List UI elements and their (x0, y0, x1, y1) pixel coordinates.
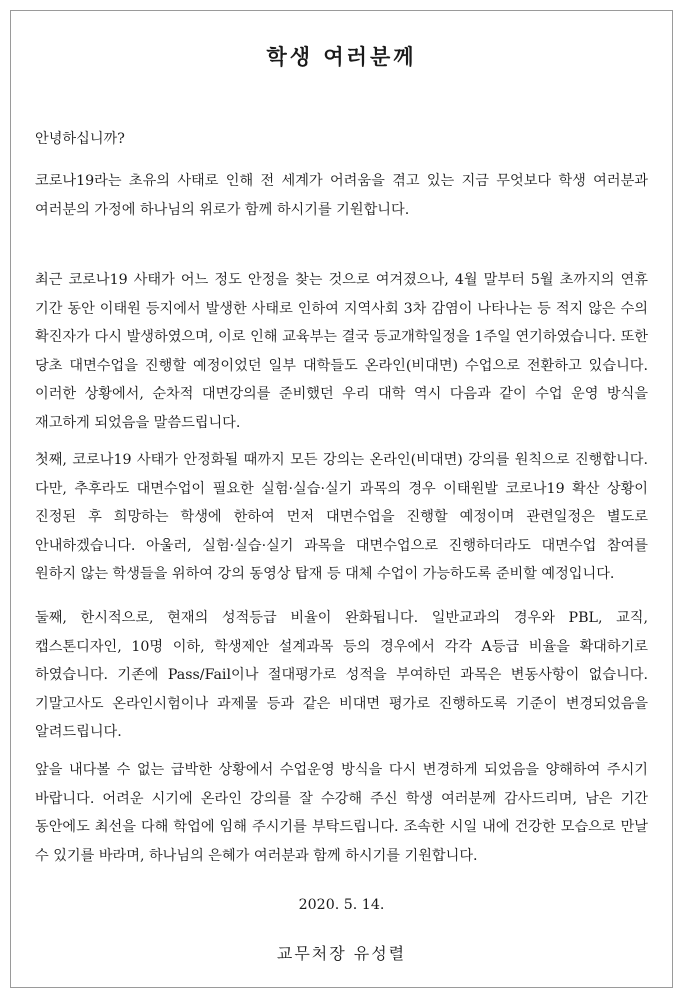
letter-title: 학생 여러분께 (266, 44, 417, 69)
letter-signer: 교무처장 유성렬 (276, 944, 407, 963)
paragraph-closing: 앞을 내다볼 수 없는 급박한 상황에서 수업운영 방식을 다시 변경하게 되었음을 양해하여 주시기 바랍니다. 어려운 시기에 온라인 강의를 잘 수강해 주신 학생 여러분께 감사드리며, 남은 기간 동안에도 최선을 다해 학업에 임해 주시기를 부탁드립니다. 조속한 시일 내에 건강한 모습으로 만날 수 있기를 바라며, 하나님의 은혜가 여러분과 함께 하시기를 기원합니다. (35, 762, 648, 864)
letter-date: 2020. 5. 14. (298, 897, 385, 913)
paragraph-intro: 코로나19라는 초유의 사태로 인해 전 세계가 어려움을 겪고 있는 지금 무엇보다 학생 여러분과 여러분의 가정에 하나님의 위로가 함께 하시기를 기원합니다. (35, 173, 648, 218)
paragraph-situation: 최근 코로나19 사태가 어느 정도 안정을 찾는 것으로 여겨졌으나, 4월 말부터 5월 초까지의 연휴 기간 동안 이태원 등지에서 발생한 사태로 인하여 지역사회 3차 감염이 나타나는 등 적지 않은 수의 확진자가 다시 발생하였으며, 이로 인해 교육부는 결국 등교개학일정을 1주일 연기하였습니다. 또한 당초 대면수업을 진행할 예정이었던 일부 대학들도 온라인(비대면) 수업으로 전환하고 있습니다. 이러한 상황에서, 순차적 대면강의를 준비했던 우리 대학 역시 다음과 같이 수업 운영 방식을 재고하게 되었음을 말씀드립니다. (35, 272, 648, 431)
greeting: 안녕하십니까? (35, 131, 125, 147)
paragraph-first-point: 첫째, 코로나19 사태가 안정화될 때까지 모든 강의는 온라인(비대면) 강의를 원칙으로 진행합니다. 다만, 추후라도 대면수업이 필요한 실험·실습·실기 과목의 경우 이태원발 코로나19 확산 상황이 진정된 후 희망하는 학생에 한하여 먼저 대면수업을 진행할 예정이며 관련일정은 별도로 안내하겠습니다. 아울러, 실험·실습·실기 과목을 대면수업으로 진행하더라도 대면수업 참여를 원하지 않는 학생들을 위하여 강의 동영상 탑재 등 대체 수업이 가능하도록 준비할 예정입니다. (35, 452, 648, 582)
letter-frame (10, 10, 673, 988)
paragraph-second-point: 둘째, 한시적으로, 현재의 성적등급 비율이 완화됩니다. 일반교과의 경우와 PBL, 교직, 캡스톤디자인, 10명 이하, 학생제안 설계과목 등의 경우에서 각각 A등급 비율을 확대하기로 하였습니다. 기존에 Pass/Fail이나 절대평가로 성적을 부여하던 과목은 변동사항이 없습니다. 기말고사도 온라인시험이나 과제물 등과 같은 비대면 평가로 진행하도록 기준이 변경되었음을 알려드립니다. (35, 610, 648, 740)
